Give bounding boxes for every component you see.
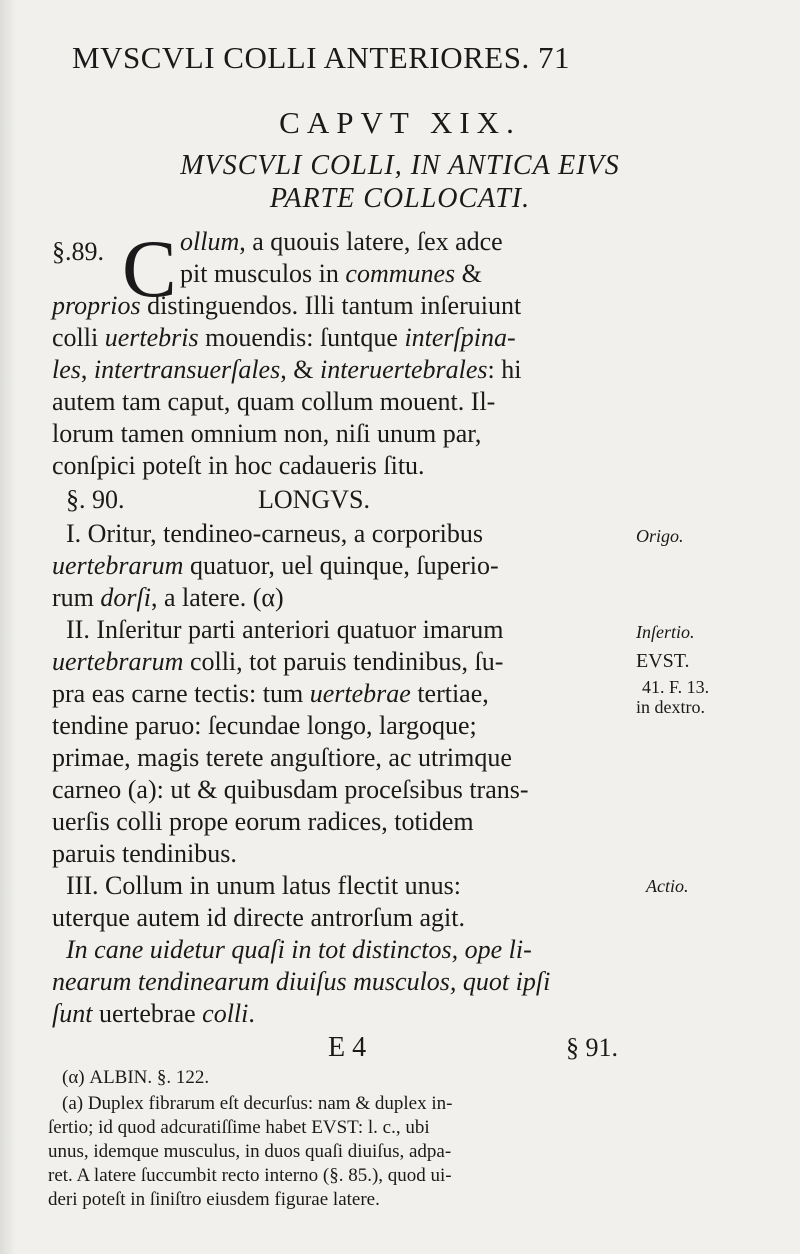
section-90-line-6: pra eas carne tectis: tum uertebrae tertiae, bbox=[52, 679, 489, 708]
margin-note-insertio: Inſertio. bbox=[636, 622, 695, 642]
page-number: 71 bbox=[537, 40, 570, 75]
margin-note-eust: EVST. bbox=[636, 650, 690, 672]
margin-note-dextro: in dextro. bbox=[636, 697, 705, 717]
section-90-line-11: paruis tendinibus. bbox=[52, 839, 237, 868]
running-header bbox=[72, 40, 762, 76]
footnote-a-line-4: ret. A latere ſuccumbit recto interno (§. 85.), quod ui- bbox=[48, 1165, 452, 1186]
chapter-subtitle-line1: MVSCVLI COLLI, IN ANTICA EIVS bbox=[180, 150, 620, 181]
section-89-line-5: les, intertransuerſales, & interuertebrales: hi bbox=[52, 355, 522, 384]
header-title: MVSCVLI COLLI ANTERIORES. bbox=[72, 40, 530, 75]
section-90-heading: LONGVS. bbox=[258, 485, 370, 514]
footnote-a-line-1: (a) Duplex fibrarum eſt decurſus: nam & duplex in- bbox=[62, 1093, 453, 1114]
section-89-line-7: lorum tamen omnium non, niſi unum par, bbox=[52, 419, 482, 448]
signature-mark: E 4 bbox=[328, 1032, 367, 1063]
section-90-line-14: In cane uidetur quaſi in tot distinctos, ope li- bbox=[66, 935, 532, 964]
chapter-heading: CAPVT XIX. bbox=[279, 105, 521, 140]
section-90-line-3: rum dorſi, a latere. (α) bbox=[52, 583, 284, 612]
section-90-line-9: carneo (a): ut & quibusdam proceſsibus trans- bbox=[52, 775, 529, 804]
section-89-line-1: ollum, a quouis latere, ſex adce bbox=[180, 227, 503, 256]
section-89-mark: §.89. bbox=[52, 237, 104, 266]
section-90-line-13: uterque autem id directe antrorſum agit. bbox=[52, 903, 465, 932]
section-90-line-12: III. Collum in unum latus flectit unus: bbox=[66, 871, 462, 900]
section-90-line-1: I. Oritur, tendineo-carneus, a corporibus bbox=[66, 519, 483, 548]
footnote-a-line-2: ſertio; id quod adcuratiſſime habet EVST: l. c., ubi bbox=[48, 1117, 430, 1138]
section-89-line-6: autem tam caput, quam collum mouent. Il- bbox=[52, 387, 496, 416]
footnote-a-line-5: deri poteſt in ſiniſtro eiusdem figurae latere. bbox=[48, 1189, 380, 1210]
margin-note-ref: 41. F. 13. bbox=[642, 677, 710, 697]
section-90-line-4: II. Inſeritur parti anteriori quatuor imarum bbox=[66, 615, 504, 644]
section-90-line-10: uerſis colli prope eorum radices, totidem bbox=[52, 807, 474, 836]
chapter-subtitle-line2: PARTE COLLOCATI. bbox=[269, 183, 531, 214]
section-90-line-5: uertebrarum colli, tot paruis tendinibus, ſu- bbox=[52, 647, 504, 676]
section-89-line-8: conſpici poteſt in hoc cadaueris ſitu. bbox=[52, 451, 425, 480]
footnote-a-line-3: unus, idemque musculus, in duos quaſi diuiſus, adpa- bbox=[48, 1141, 452, 1162]
section-90-line-8: primae, magis terete anguſtiore, ac utrimque bbox=[52, 743, 512, 772]
catchword: § 91. bbox=[566, 1033, 618, 1062]
section-90-mark: §. 90. bbox=[66, 485, 125, 514]
section-89-line-3: proprios distinguendos. Illi tantum inſeruiunt bbox=[52, 291, 522, 320]
margin-note-origo: Origo. bbox=[636, 526, 684, 546]
section-90-line-7: tendine paruo: ſecundae longo, largoque; bbox=[52, 711, 477, 740]
section-89-line-2: pit musculos in communes & bbox=[180, 259, 482, 288]
footnote-alpha: (α) ALBIN. §. 122. bbox=[62, 1067, 210, 1088]
margin-note-actio: Actio. bbox=[646, 876, 689, 896]
drop-cap: C bbox=[122, 223, 177, 314]
section-90-line-15: nearum tendinearum diuiſus musculos, quot ipſi bbox=[52, 967, 551, 996]
section-89-line-4: colli uertebris mouendis: ſuntque interſpina- bbox=[52, 323, 516, 352]
section-90-line-16: ſunt uertebrae colli. bbox=[52, 999, 255, 1028]
section-90-line-2: uertebrarum quatuor, uel quinque, ſuperio- bbox=[52, 551, 499, 580]
